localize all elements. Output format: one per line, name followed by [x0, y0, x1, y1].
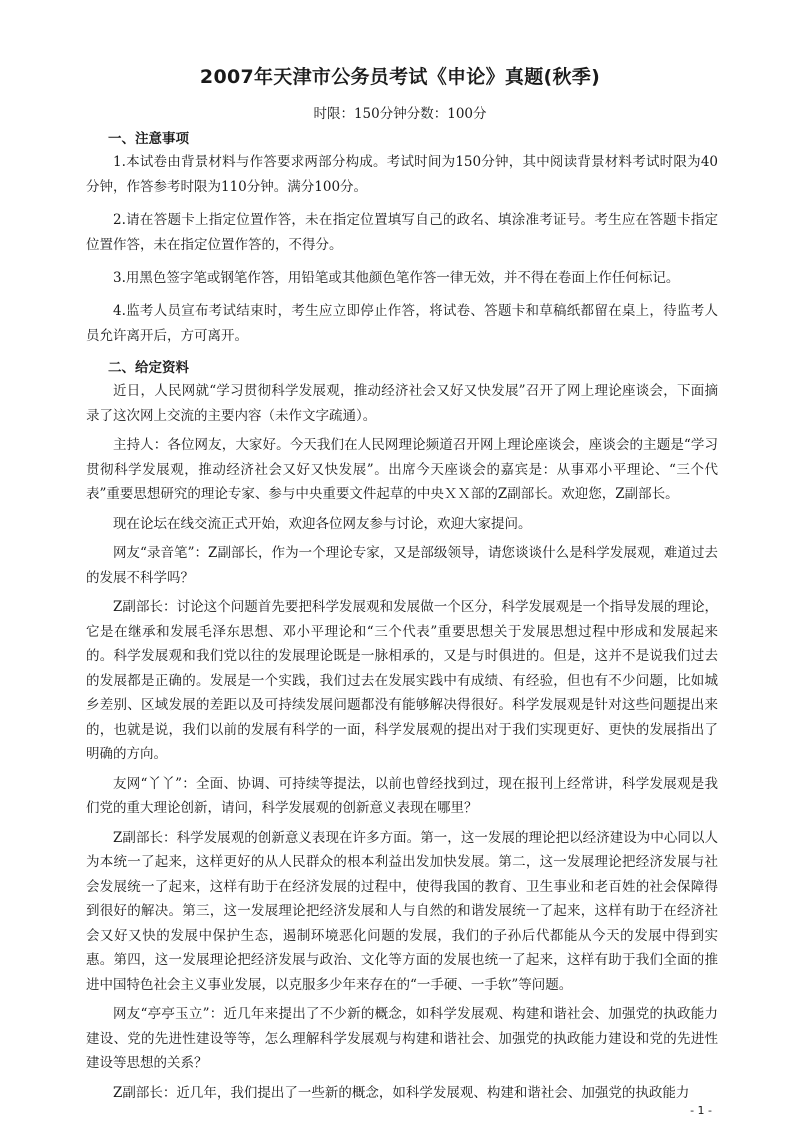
document-subtitle: 时限：150分钟分数：100分	[313, 106, 487, 122]
paragraph: Z副部长：近几年，我们提出了一些新的概念，如科学发展观、构建和谐社会、加强党的执政能力	[113, 1084, 690, 1101]
section-notice	[86, 128, 718, 349]
paragraph: 网友“亭亭玉立”：近几年来提出了不少新的概念，如科学发展观、构建和谐社会、加强党的执政能力建设、党的先进性建设等等，怎么理解科学发展观与构建和谐社会、加强党的执政能力建设和党的先进性建设等思想的关系？	[86, 1006, 718, 1071]
page-number: - 1 -	[690, 1104, 712, 1117]
document-title: 2007年天津市公务员考试《申论》真题(秋季)	[199, 66, 601, 88]
paragraph: 现在论坛在线交流正式开始，欢迎各位网友参与讨论，欢迎大家提问。	[113, 515, 532, 532]
paragraph: 2.请在答题卡上指定位置作答，未在指定位置填写自己的政名、填涂准考证号。考生应在答题卡指定位置作答，未在指定位置作答的，不得分。	[86, 212, 718, 253]
paragraph: 网友“录音笔”：Z副部长，作为一个理论专家，又是部级领导，请您谈谈什么是科学发展观，难道过去的发展不科学吗？	[86, 545, 718, 586]
document-body	[86, 128, 718, 1110]
paragraph: 主持人：各位网友，大家好。今天我们在人民网理论频道召开网上理论座谈会，座谈会的主题是“学习贯彻科学发展观，推动经济社会又好又快发展”。出席今天座谈会的嘉宾是：从事邓小平理论、“三个代表”重要思想研究的理论专家、参与中央重要文件起草的中央ＸＸ部的Z副部长。欢迎您，Z副部长。	[86, 437, 718, 502]
paragraph: 近日，人民网就“学习贯彻科学发展观，推动经济社会又好又快发展”召开了网上理论座谈会，下面摘录了这次网上交流的主要内容（未作文字疏通）。	[86, 383, 718, 424]
section-heading: 二、给定资料	[108, 360, 189, 376]
paragraph: Z副部长：科学发展观的创新意义表现在许多方面。第一，这一发展的理论把以经济建设为中心同以人为本统一了起来，这样更好的从人民群众的根本利益出发加快发展。第二，这一发展理论把经济发展与社会发展统一了起来，这样有助于在经济发展的过程中，使得我国的教育、卫生事业和老百姓的社会保障得到很好的解决。第三，这一发展理论把经济发展和人与自然的和谐发展统一了起来，这样有助于在经济社会又好又快的发展中保护生态，遏制环境恶化问题的发展，我们的子孙后代都能从今天的发展中得到实惠。第四，这一发展理论把经济发展与政治、文化等方面的发展也统一了起来，这样有助于我们全面的推进中国特色社会主义事业发展，以克服多少年来存在的“一手硬、一手软”等问题。	[86, 829, 718, 993]
section-heading: 一、注意事项	[108, 131, 189, 147]
paragraph: 友网“丫丫”：全面、协调、可持续等提法，以前也曾经找到过，现在报刊上经常讲，科学发展观是我们党的重大理论创新，请问，科学发展观的创新意义表现在哪里？	[86, 775, 718, 816]
section-materials	[86, 357, 718, 1105]
paragraph: 4.监考人员宣布考试结束时，考生应立即停止作答，将试卷、答题卡和草稿纸都留在桌上，待监考人员允许离开后，方可离开。	[86, 303, 718, 344]
paragraph: Z副部长：讨论这个问题首先要把科学发展观和发展做一个区分，科学发展观是一个指导发展的理论，它是在继承和发展毛泽东思想、邓小平理论和“三个代表”重要思想关于发展思想过程中形成和发展起来的。科学发展观和我们党以往的发展理论既是一脉相承的，又是与时俱进的。但是，这并不是说我们过去的发展都是正确的。发展是一个实践，我们过去在发展实践中有成绩、有经验，但也有不少问题，比如城乡差别、区域发展的差距以及可持续发展问题都没有能够解决得很好。科学发展观是针对这些问题提出来的，也就是说，我们以前的发展有科学的一面，科学发展观的提出对于我们实现更好、更快的发展指出了明确的方向。	[86, 599, 718, 762]
paragraph: 3.用黑色签字笔或钢笔作答，用铅笔或其他颜色笔作答一律无效，并不得在卷面上作任何标记。	[113, 270, 680, 286]
paragraph: 1.本试卷由背景材料与作答要求两部分构成。考试时间为150分钟，其中阅读背景材料考试时限为40分钟，作答参考时限为110分钟。满分100分。	[86, 154, 718, 195]
